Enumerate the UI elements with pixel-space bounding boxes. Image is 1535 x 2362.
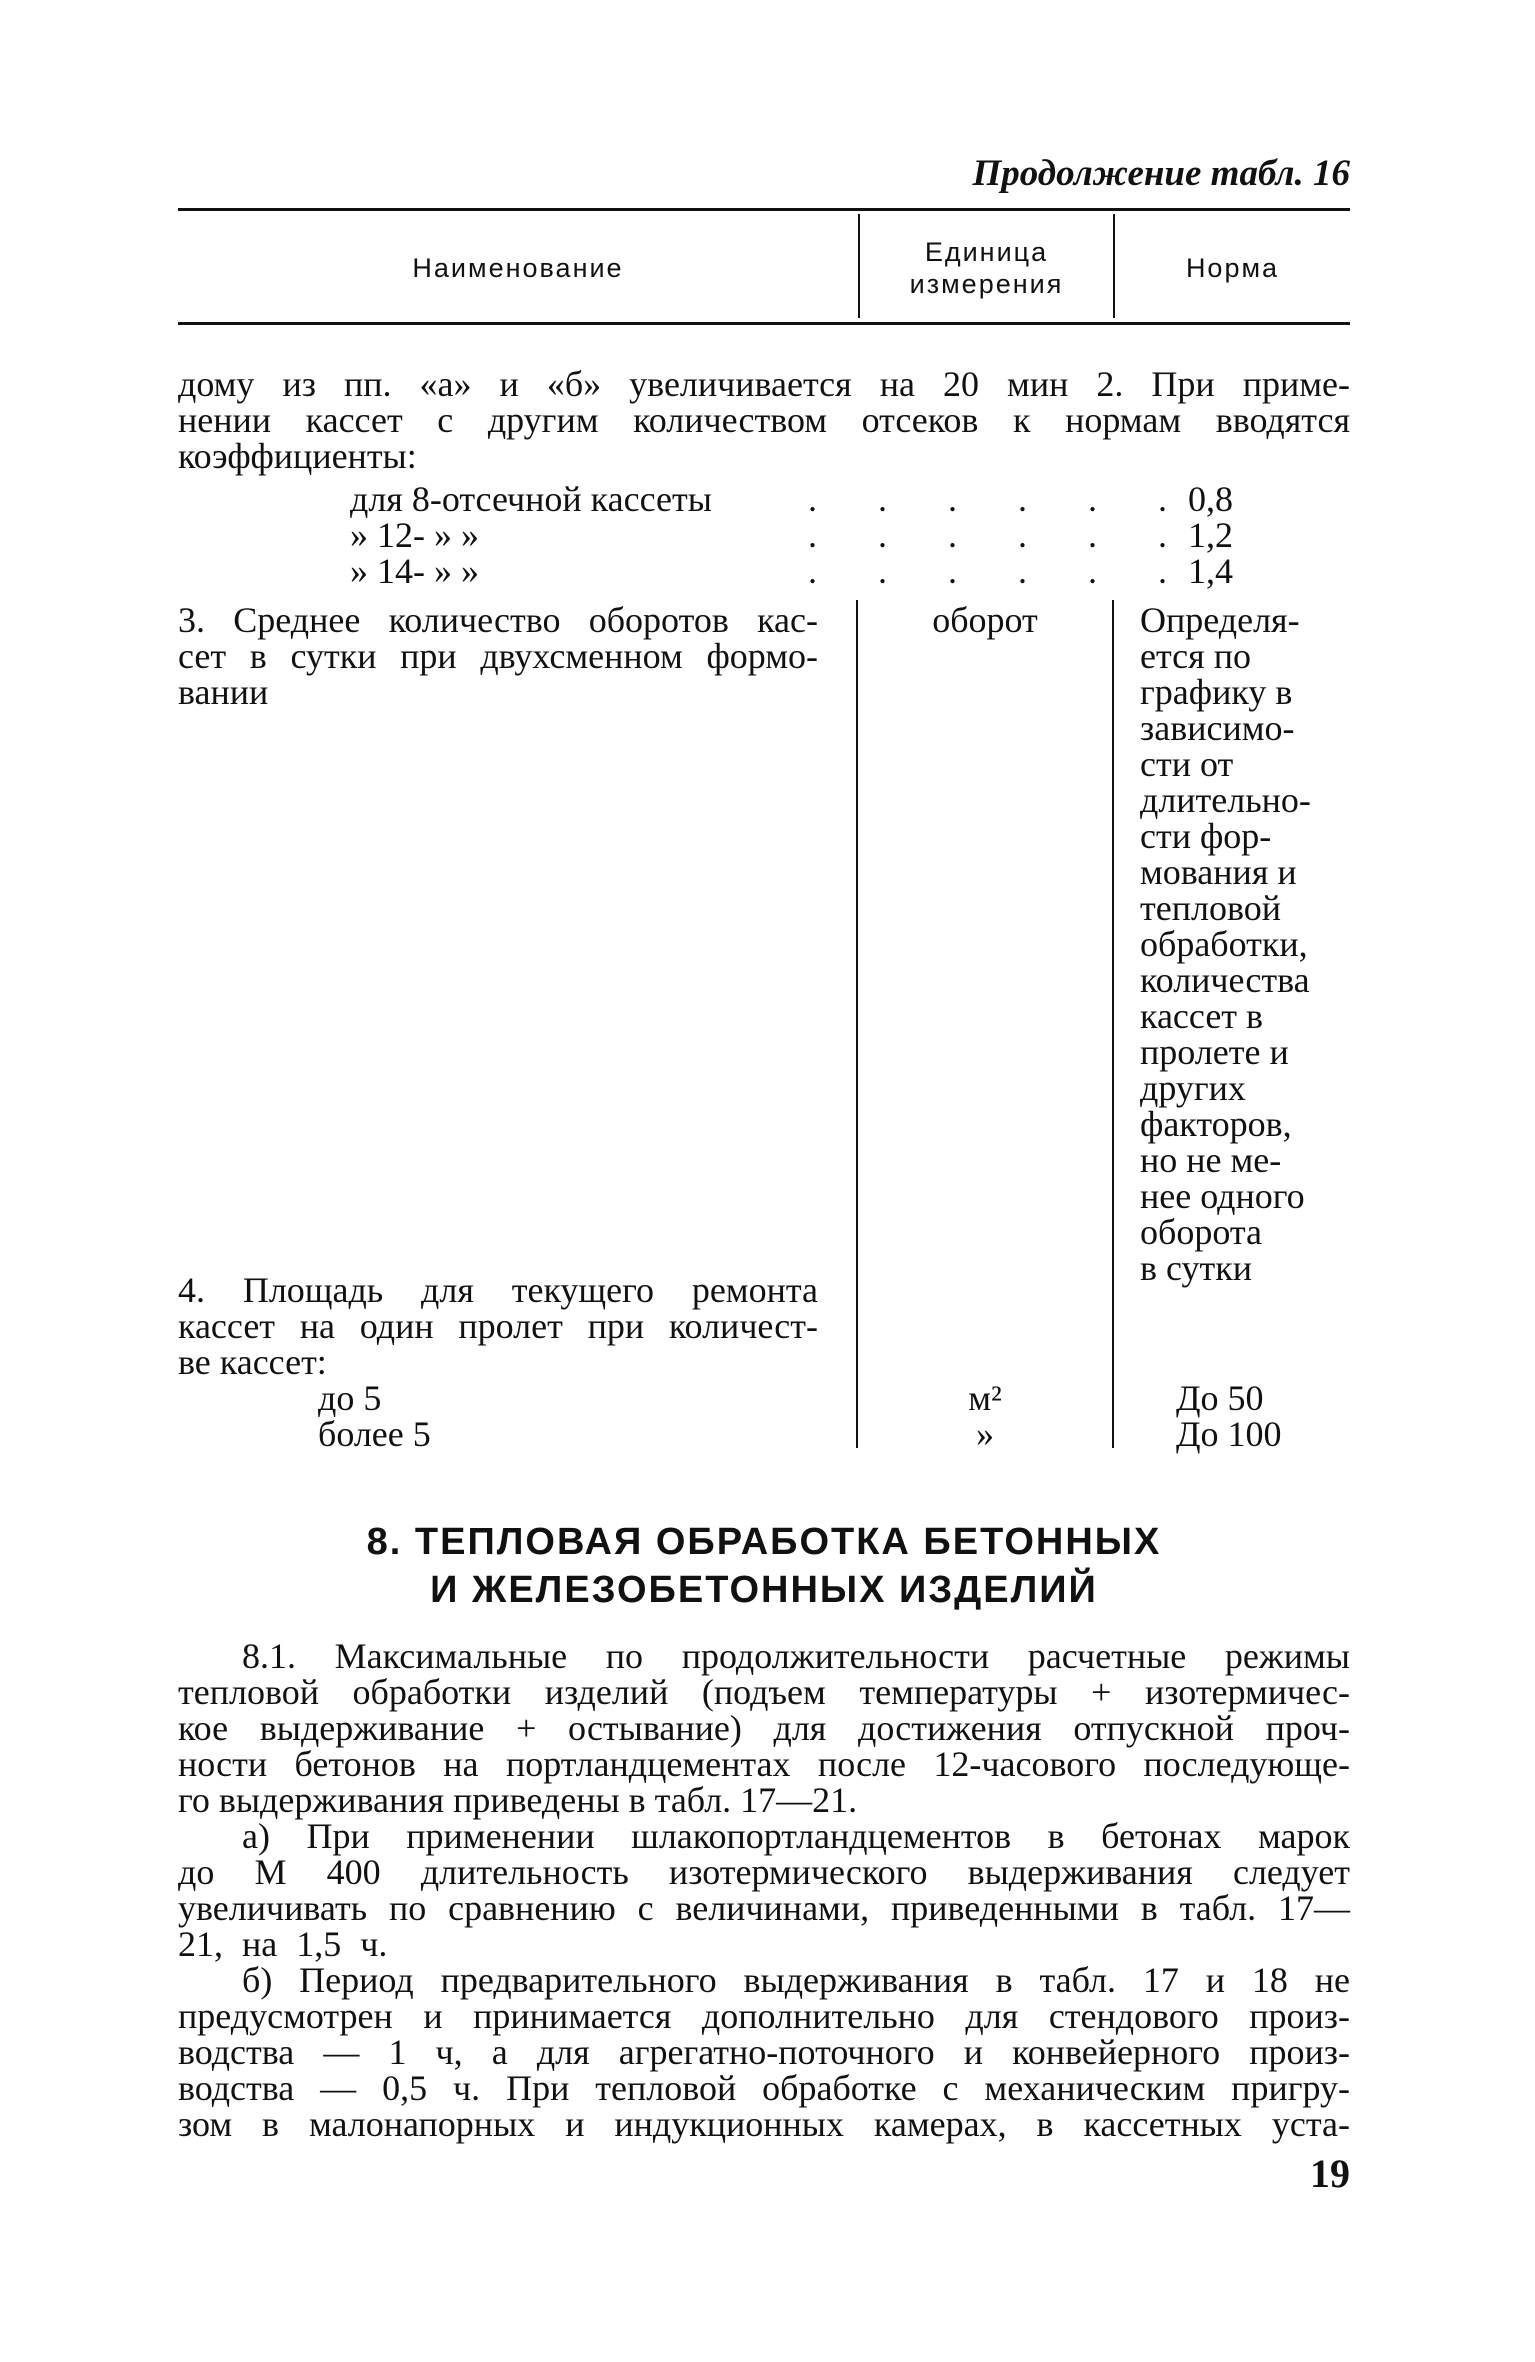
row4-sub-label-2: более 5: [318, 1414, 431, 1454]
row3-norm-line: графику в: [1140, 672, 1293, 712]
row3-norm-line: но не ме-: [1140, 1140, 1282, 1180]
row3-norm-line: других: [1140, 1068, 1246, 1108]
paragraph-line: кое выдерживание + остывание) для достижения отпускной проч-: [178, 1708, 1350, 1748]
coef-value-1: 0,8: [1188, 479, 1233, 519]
row3-name: [178, 602, 818, 710]
column-header-name: Наименование: [412, 253, 624, 283]
paragraph-line: предусмотрен и принимается дополнительно для стендового произ-: [178, 1996, 1350, 2036]
row3-norm-line: в сутки: [1140, 1248, 1252, 1288]
row4-name-line: кассет на один пролет при количест-: [178, 1306, 818, 1346]
intro-line: коэффициенты:: [178, 436, 417, 476]
coef-value-2: 1,2: [1188, 515, 1233, 555]
coef-label-1: для 8-отсечной кассеты: [350, 479, 712, 519]
paragraph-line: а) При применении шлакопортландцементов в бетонах марок: [242, 1816, 1350, 1856]
coef-value-3: 1,4: [1188, 551, 1233, 591]
continuation-title: Продолжение табл. 16: [972, 153, 1350, 194]
row3-norm-line: Определя-: [1140, 600, 1300, 640]
paragraph-line: водства — 1 ч, а для агрегатно-поточного и конвейерного произ-: [178, 2032, 1350, 2072]
row4-sub-norm-1: До 50: [1176, 1378, 1264, 1418]
column-header-unit-line1: Единица: [924, 237, 1049, 267]
section-heading-line1: 8. ТЕПЛОВАЯ ОБРАБОТКА БЕТОННЫХ: [366, 1521, 1162, 1563]
row3-name-line: вании: [178, 672, 269, 712]
row4-sub-unit-2: »: [976, 1414, 994, 1454]
row3-norm-line: количества: [1140, 960, 1310, 1000]
page-number: 19: [1310, 2151, 1350, 2196]
coef-dots-2: . . . . . .: [808, 515, 1193, 555]
row3-norm-line: тепловой: [1140, 888, 1281, 928]
paragraph-8-1: [178, 1638, 1350, 1818]
row3-norm-line: пролете и: [1140, 1032, 1289, 1072]
column-header-unit: [860, 236, 1113, 300]
paragraph-line: зом в малонапорных и индукционных камерах, в кассетных уста-: [178, 2104, 1350, 2144]
intro-line: дому из пп. «а» и «б» увеличивается на 20 мин 2. При приме-: [178, 364, 1350, 404]
row3-norm-line: обработки,: [1140, 924, 1308, 964]
row3-norm-line: длительно-: [1140, 780, 1311, 820]
intro-line: нении кассет с другим количеством отсеков к нормам вводятся: [178, 400, 1350, 440]
intro-text: [178, 366, 1350, 474]
row4-sub-unit-1: м²: [968, 1378, 1002, 1418]
body-divider-1: [856, 600, 858, 1448]
section-heading: [178, 1518, 1350, 1614]
paragraph-line: 21, на 1,5 ч.: [178, 1924, 388, 1964]
row4-name-line: 4. Площадь для текущего ремонта: [178, 1270, 818, 1310]
row3-norm-line: оборота: [1140, 1212, 1262, 1252]
paragraph-line: го выдерживания приведены в табл. 17—21.: [178, 1780, 858, 1820]
paragraph-line: ности бетонов на портландцементах после 12-часового последующе-: [178, 1744, 1350, 1784]
column-header-norm: Норма: [1185, 253, 1280, 283]
paragraph-line: тепловой обработки изделий (подъем температуры + изотермичес-: [178, 1672, 1350, 1712]
column-header-unit-line2: измерения: [909, 269, 1064, 299]
row3-norm-line: мования и: [1140, 852, 1297, 892]
row3-name-line: 3. Среднее количество оборотов кас-: [178, 600, 818, 640]
row3-norm-line: сти от: [1140, 744, 1234, 784]
row3-norm-line: кассет в: [1140, 996, 1264, 1036]
body-divider-2: [1112, 600, 1114, 1448]
row4-name-line: ве кассет:: [178, 1342, 327, 1382]
paragraph-a: [178, 1818, 1350, 1962]
row3-norm-line: факторов,: [1140, 1104, 1292, 1144]
coef-dots-1: . . . . . .: [808, 479, 1193, 519]
coef-label-2: » 12- » »: [350, 515, 479, 555]
paragraph-b: [178, 1962, 1350, 2142]
row3-norm-line: ется по: [1140, 636, 1251, 676]
row3-norm-line: сти фор-: [1140, 816, 1272, 856]
section-heading-line2: И ЖЕЛЕЗОБЕТОННЫХ ИЗДЕЛИЙ: [430, 1569, 1098, 1611]
row3-norm: [1140, 602, 1350, 1286]
paragraph-line: до М 400 длительность изотермического выдерживания следует: [178, 1852, 1350, 1892]
row4-name: [178, 1272, 818, 1380]
table-header-rule: [178, 322, 1350, 325]
paragraph-line: б) Период предварительного выдерживания в табл. 17 и 18 не: [242, 1960, 1350, 2000]
row4-sub-norm-2: До 100: [1176, 1414, 1282, 1454]
row3-name-line: сет в сутки при двухсменном формо-: [178, 636, 818, 676]
coef-dots-3: . . . . . .: [808, 551, 1193, 591]
row3-norm-line: нее одного: [1140, 1176, 1305, 1216]
paragraph-line: 8.1. Максимальные по продолжительности расчетные режимы: [242, 1636, 1350, 1676]
row3-norm-line: зависимо-: [1140, 708, 1295, 748]
paragraph-line: водства — 0,5 ч. При тепловой обработке с механическим пригру-: [178, 2068, 1350, 2108]
table-top-rule: [178, 208, 1350, 211]
coef-label-3: » 14- » »: [350, 551, 479, 591]
paragraph-line: увеличивать по сравнению с величинами, приведенными в табл. 17—: [178, 1888, 1350, 1928]
row3-unit: оборот: [932, 600, 1038, 640]
row4-sub-label-1: до 5: [318, 1378, 382, 1418]
